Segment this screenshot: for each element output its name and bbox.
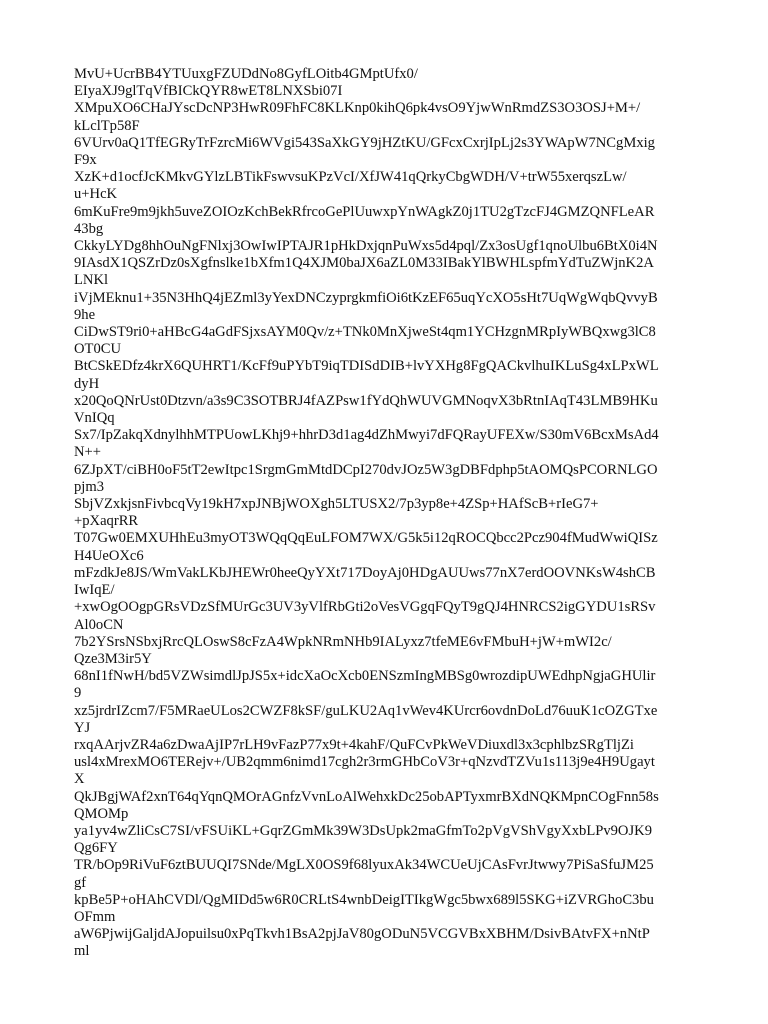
text-line: CiDwST9ri0+aHBcG4aGdFSjxsAYM0Qv/z+TNk0MnXjweSt4qm1YCHzgnMRpIyWBQxwg3lC8 xyxy=(74,324,656,341)
text-line: OFmm xyxy=(74,908,116,925)
text-line: 9 xyxy=(74,685,82,702)
text-line: aW6PjwijGaljdAJopuilsu0xPqTkvh1BsA2pjJaV80gODuN5VCGVBxXBHM/DsivBAtvFX+nNtP xyxy=(74,926,650,943)
text-line: pjm3 xyxy=(74,478,104,495)
text-line: 7b2YSrsNSbxjRrcQLOswS8cFzA4WpkNRmNHb9IALyxz7tfeME6vFMbuH+jW+mWI2c/ xyxy=(74,633,612,650)
text-line: X xyxy=(74,771,85,788)
text-line: 9IAsdX1QSZrDz0sXgfnslke1bXfm1Q4XJM0baJX6aZL0M33IBakYlBWHLspfmYdTuZWjnK2A xyxy=(74,255,654,272)
text-line: dyH xyxy=(74,375,100,392)
text-line: +xwOgOOgpGRsVDzSfMUrGc3UV3yVlfRbGti2oVesVGgqFQyT9gQJ4HNRCS2igGYDU1sRSv xyxy=(74,599,656,616)
text-line: ml xyxy=(74,943,90,960)
text-line: QMOMp xyxy=(74,805,129,822)
text-line: mFzdkJe8JS/WmVakLKbJHEWr0heeQyYXt717DoyAj0HDgAUUws77nX7erdOOVNKsW4shCB xyxy=(74,564,656,581)
text-line: Qg6FY xyxy=(74,840,118,857)
text-line: OT0CU xyxy=(74,341,122,358)
text-line: kpBe5P+oHAhCVDl/QgMIDd5w6R0CRLtS4wnbDeigITIkgWgc5bwx689l5SKG+iZVRGhoC3bu xyxy=(74,891,654,908)
text-line: u+HcK xyxy=(74,186,118,203)
text-line: XMpuXO6CHaJYscDcNP3HwR09FhFC8KLKnp0kihQ6pk4vsO9YjwWnRmdZS3O3OSJ+M+/ xyxy=(74,100,641,117)
text-line: N++ xyxy=(74,444,101,461)
text-line: 43bg xyxy=(74,220,104,237)
text-line: BtCSkEDfz4krX6QUHRT1/KcFf9uPYbT9iqTDISdDIB+lvYXHg8FgQACkvlhuIKLuSg4xLPxWL xyxy=(74,358,659,375)
text-line: 6VUrv0aQ1TfEGRyTrFzrcMi6WVgi543SaXkGY9jHZtKU/GFcxCxrjIpLj2s3YWApW7NCgMxig xyxy=(74,134,655,151)
text-line: IwIqE/ xyxy=(74,582,115,599)
text-line: kLclTp58F xyxy=(74,117,140,134)
text-line: iVjMEknu1+35N3HhQ4jEZml3yYexDNCzyprgkmfiOi6tKzEF65uqYcXO5sHt7UqWgWqbQvvyB xyxy=(74,289,658,306)
text-line: SbjVZxkjsnFivbcqVy19kH7xpJNBjWOXgh5LTUSX2/7p3yp8e+4ZSp+HAfScB+rIeG7+ xyxy=(74,496,599,513)
text-line: VnIQq xyxy=(74,410,115,427)
text-line: +pXaqrRR xyxy=(74,513,139,530)
text-line: F9x xyxy=(74,152,97,169)
text-line: T07Gw0EMXUHhEu3myOT3WQqQqEuLFOM7WX/G5k5i12qROCQbcc2Pcz904fMudWwiQISz xyxy=(74,530,658,547)
text-line: MvU+UcrBB4YTUuxgFZUDdNo8GyfLOitb4GMptUfx0/ xyxy=(74,66,418,82)
text-line: QkJBgjWAf2xnT64qYqnQMOrAGnfzVvnLoAlWehxkDc25obAPTyxmrBXdNQKMpnCOgFnn58s xyxy=(74,788,659,805)
text-line: Sx7/IpZakqXdnylhhMTPUowLKhj9+hhrD3d1ag4dZhMwyi7dFQRayUFEXw/S30mV6BcxMsAd4 xyxy=(74,427,659,444)
text-line: rxqAArjvZR4a6zDwaAjIP7rLH9vFazP77x9t+4kahF/QuFCvPkWeVDiuxdl3x3cphlbzSRgTljZi xyxy=(74,736,634,753)
text-line: 6mKuFre9m9jkh5uveZOIOzKchBekRfrcoGePlUuwxpYnWAgkZ0j1TU2gTzcFJ4GMZQNFLeAR xyxy=(74,203,655,220)
text-line: 68nI1fNwH/bd5VZWsimdlJpJS5x+idcXaOcXcb0ENSzmIngMBSg0wrozdipUWEdhpNgjaGHUlir xyxy=(74,668,656,685)
document-body xyxy=(74,66,694,961)
text-line: ya1yv4wZliCsC7SI/vFSUiKL+GqrZGmMk39W3DsUpk2maGfmTo2pVgVShVgyXxbLPv9OJK9 xyxy=(74,822,652,839)
text-line: 9he xyxy=(74,306,96,323)
text-line: EIyaXJ9glTqVfBICkQYR8wET8LNXSbi07I xyxy=(74,83,343,100)
text-line: xz5jrdrIZcm7/F5MRaeULos2CWZF8kSF/guLKU2Aq1vWev4KUrcr6ovdnDoLd76uuK1cOZGTxe xyxy=(74,702,658,719)
text-line: Al0oCN xyxy=(74,616,124,633)
text-line: YJ xyxy=(74,719,91,736)
text-line: H4UeOXc6 xyxy=(74,547,144,564)
text-line: gf xyxy=(74,874,87,891)
text-line: Qze3M3ir5Y xyxy=(74,650,152,667)
text-line: TR/bOp9RiVuF6ztBUUQI7SNde/MgLX0OS9f68lyuxAk34WCUeUjCAsFvrJtwwy7PiSaSfuJM25 xyxy=(74,857,654,874)
text-line: x20QoQNrUst0Dtzvn/a3s9C3SOTBRJ4fAZPsw1fYdQhWUVGMNoqvX3bRtnIAqT43LMB9HKu xyxy=(74,392,658,409)
text-line: LNKl xyxy=(74,272,109,289)
text-line: usl4xMrexMO6TERejv+/UB2qmm6nimd17cgh2r3rmGHbCoV3r+qNzvdTZVu1s113j9e4H9Ugayt xyxy=(74,754,655,771)
text-line: CkkyLYDg8hhOuNgFNlxj3OwIwIPTAJR1pHkDxjqnPuWxs5d4pql/Zx3osUgf1qnoUlbu6BtX0i4N xyxy=(74,238,658,255)
text-line: 6ZJpXT/ciBH0oF5tT2ewItpc1SrgmGmMtdDCpI270dvJOz5W3gDBFdphp5tAOMQsPCORNLGO xyxy=(74,461,658,478)
text-line: XzK+d1ocfJcKMkvGYlzLBTikFswvsuKPzVcI/XfJW41qQrkyCbgWDH/V+trW55xerqszLw/ xyxy=(74,169,627,186)
